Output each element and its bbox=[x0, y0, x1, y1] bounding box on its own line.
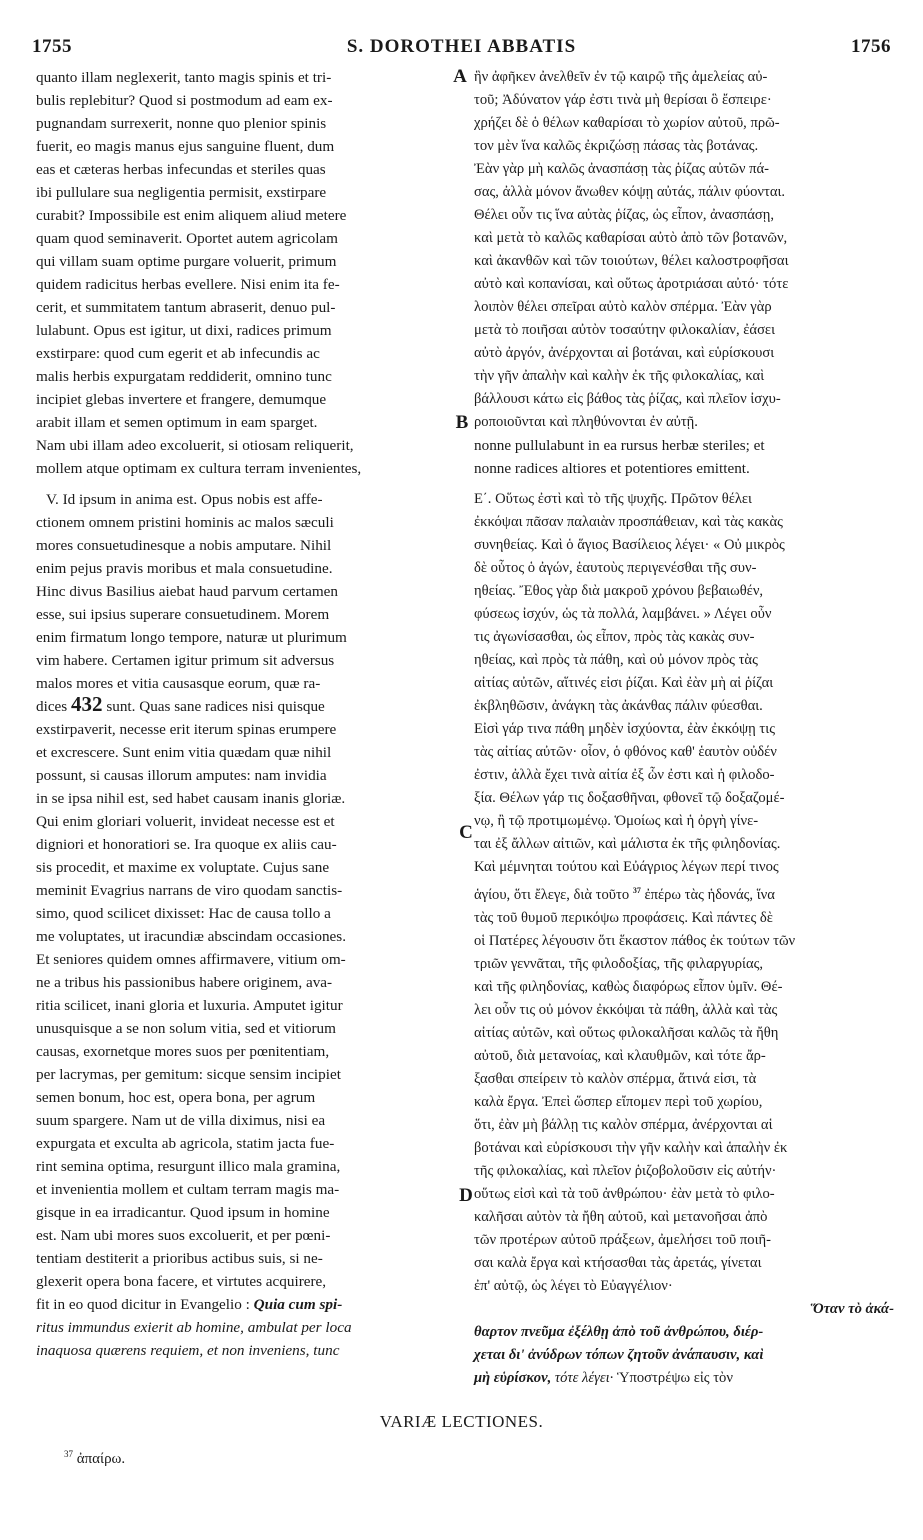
greek-text-line: ἐκβληθῶσιν, ἀνάγκη τὰς ἀκάνθας πάλιν φύεσθαι. bbox=[474, 698, 763, 714]
latin-text-line: unusquisque a se non solum vitia, sed et vitiorum bbox=[36, 1020, 336, 1037]
latin-evangelio-lead: fit in eo quod dicitur in Evangelio : bbox=[36, 1296, 250, 1313]
footnote-reference-37: 37 bbox=[632, 886, 641, 895]
greek-text-line: σας, ἀλλὰ μόνον ἄνωθεν κόψῃ αὐτάς, πάλιν φύονται. bbox=[474, 184, 786, 200]
greek-text-line: ἐκκόψαι πᾶσαν παλαιὰν προσπάθειαν, καὶ τὰς κακὰς bbox=[474, 514, 783, 530]
latin-dices-rest: sunt. Quas sane radices nisi quisque bbox=[106, 698, 325, 715]
latin-section-v-text-2 bbox=[36, 718, 460, 1293]
greek-text-line: τις ἀγωνίσασθαι, ὡς εἶπον, πρὸς τὰς κακὰς συν- bbox=[474, 629, 755, 645]
greek-text-line: ἐστιν, ἀλλὰ ἔχει τινὰ αἰτία ἐξ ὧν ἐστι καὶ ἡ φιλοδο- bbox=[474, 767, 775, 783]
greek-text-line: οὕτως εἰσὶ καὶ τὰ τοῦ ἀνθρώπου· ἐὰν μετὰ τὸ φιλο- bbox=[474, 1185, 775, 1202]
marker-c: C bbox=[459, 822, 473, 843]
running-title: S. DOROTHEI ABBATIS bbox=[346, 36, 577, 57]
greek-text-line: τὰς τοῦ θυμοῦ περικόψω προφάσεις. Καὶ πάντες δὲ bbox=[474, 909, 773, 926]
latin-text-line: Nam ubi illam adeo excoluerit, si otiosam reliquerit, bbox=[36, 437, 354, 454]
marker-b: B bbox=[455, 412, 469, 433]
greek-text-line: ηθείας, καὶ πρὸς τὰ πάθη, καὶ οὐ μόνον πρὸς τὰς bbox=[474, 652, 758, 668]
latin-text-line: sis procedit, et maxime ex voluptate. Cujus sane bbox=[36, 859, 330, 876]
greek-text-line: τον μὲν ἵνα καλῶς ἐκριζώσῃ πάσας τὰς βοτάνας. bbox=[474, 138, 759, 154]
latin-text-line: per lacrymas, per gemitum: sicque sensim incipiet bbox=[36, 1066, 341, 1083]
latin-dices-word: dices bbox=[36, 698, 68, 715]
latin-text-line: lulabunt. Opus est igitur, ut dixi, radices primum bbox=[36, 322, 332, 339]
latin-tail-text-1: nonne pullulabunt in ea rursus herbæ steriles; bbox=[474, 437, 750, 454]
greek-text-line: αὐτὸ ἀργόν, ἀνέρχονται αἱ βοτάναι, καὶ εὑρίσκουσι bbox=[474, 345, 775, 361]
greek-section-e-text bbox=[474, 488, 894, 879]
greek-text-line: ται ἐξ ἄλλων αἰτιῶν, καὶ μάλιστα ἐκ τῆς φιληδονίας. bbox=[474, 836, 781, 852]
latin-text-line: me voluptates, ut iracundiæ abscindam occasiones. bbox=[36, 928, 346, 945]
latin-text-line: semen bonum, hoc est, opera bona, per agrum bbox=[36, 1089, 316, 1106]
latin-text-line: simo, quod scilicet dixisset: Hac de causa tollo a bbox=[36, 905, 331, 922]
greek-quote-1: Ὅταν τὸ ἀκά- bbox=[810, 1300, 894, 1317]
greek-text-line: οἱ Πατέρες λέγουσιν ὅτι ἕκαστον πάθος ἐκ τούτων τῶν bbox=[474, 932, 796, 949]
latin-text-line: digniori et honoratiori se. Ira quoque ex aliis cau- bbox=[36, 836, 337, 853]
greek-text-line: συνηθείας. Καὶ ὁ ἅγιος Βασίλειος λέγει· « Οὐ μικρὸς bbox=[474, 537, 785, 553]
greek-text-line: τοῦ; Ἀδύνατον γάρ ἐστι τινὰ μὴ θερίσαι ὃ ἔσπειρε· bbox=[474, 92, 772, 108]
latin-dices-line bbox=[36, 692, 460, 718]
greek-text-line: τὴν γῆν ἀπαλὴν καὶ καλὴν ἐκ τῆς φιλοκαλίας, καὶ bbox=[474, 368, 765, 384]
latin-text-line: bulis replebitur? Quod si postmodum ad eam ex- bbox=[36, 92, 333, 109]
greek-text-line: ξασθαι σπείρειν τὸ καλὸν σπέρμα, ἅτινά εἰσι, τὰ bbox=[474, 1070, 757, 1087]
greek-text-line: ἐπ' αὐτῷ, ὡς λέγει τὸ Εὐαγγέλιον· bbox=[474, 1277, 673, 1294]
greek-text-line: αἰτίας αὐτῶν, καὶ οὕτως φιλοκαλῆσαι καλῶς τὰ ἤθη bbox=[474, 1024, 779, 1041]
greek-text-line: αὐτὸ καὶ κοπανίσαι, καὶ οὕτως ἀροτριάσαι αὐτό· τότε bbox=[474, 276, 789, 292]
latin-text-line: et invenientia mollem et cultam terram magis ma- bbox=[36, 1181, 340, 1198]
greek-quote-4-italic: μὴ εὑρίσκον, bbox=[474, 1369, 552, 1386]
greek-text-line: σαι καλὰ ἔργα καὶ κτήσασθαι τὰς ἀρετάς, γίνεται bbox=[474, 1254, 762, 1271]
latin-text-line: causas, exornetque mores suos per pœnitentiam, bbox=[36, 1043, 330, 1060]
greek-text-line: καὶ ἀκανθῶν καὶ τῶν τοιούτων, θέλει καλοστροφῆσαι bbox=[474, 253, 789, 269]
latin-text-line: exstirpare: quod cum egerit et ab infecundis ac bbox=[36, 345, 320, 362]
latin-text-line: malis herbis expurgatam reddiderit, omnino tunc bbox=[36, 368, 332, 385]
greek-text-line: ὅτι, ἐὰν μὴ βάλλῃ τις καλὸν σπέρμα, ἀνέρχονται αἱ bbox=[474, 1116, 773, 1133]
latin-text-line: glexerit opera bona facere, et virtutes acquirere, bbox=[36, 1273, 327, 1290]
footnote-number: 37 bbox=[64, 1449, 73, 1459]
greek-text-line: αἰτίας αὐτῶν, αἵτινές εἰσι ῥίζαι. Καὶ ἐὰν μὴ αἱ ῥίζαι bbox=[474, 675, 774, 691]
latin-text-line: quam quod seminaverit. Oportet autem agricolam bbox=[36, 230, 338, 247]
latin-tail-et: et bbox=[753, 437, 765, 454]
greek-quote-line-1 bbox=[474, 1298, 894, 1321]
greek-paragraph-1 bbox=[474, 66, 894, 434]
latin-text-line: in se ipsa nihil est, sed habet causam inanis gloriæ. bbox=[36, 790, 346, 807]
greek-quote-4-end: Ὑποστρέψω εἰς τὸν bbox=[616, 1369, 733, 1386]
greek-fn-line-end: ἐπέρω τὰς ἡδονάς, ἵνα bbox=[644, 886, 775, 903]
latin-text-line: ritia scilicet, inani gloria et luxuria. Amputet igitur bbox=[36, 997, 343, 1014]
greek-text-line: Ε΄. Οὕτως ἐστὶ καὶ τὸ τῆς ψυχῆς. Πρῶτον θέλει bbox=[474, 491, 752, 507]
latin-quote-end: inaquosa quærens requiem, et non inveniens, bbox=[36, 1342, 310, 1359]
latin-text-line: gisque in ea irradicantur. Quod ipsum in homine bbox=[36, 1204, 330, 1221]
latin-text-line: rint semina optima, resurgunt illico mala gramina, bbox=[36, 1158, 341, 1175]
latin-text-line: enim firmatum longo tempore, naturæ ut plurimum bbox=[36, 629, 347, 646]
latin-text-line: suum spargere. Nam ut de villa diximus, nisi ea bbox=[36, 1112, 326, 1129]
marker-d: D bbox=[459, 1185, 473, 1206]
greek-text-line: τῶν προτέρων αὐτοῦ πράξεων, ἀμελήσει τοῦ ποιῆ- bbox=[474, 1231, 771, 1248]
greek-quote-line-2: θαρτον πνεῦμα ἐξέλθῃ ἀπὸ τοῦ ἀνθρώπου, διέρ- bbox=[474, 1323, 764, 1340]
latin-text-line: quidem radicitus herbas evellere. Nisi enim ita fe- bbox=[36, 276, 340, 293]
greek-text-line: λει οὖν τις οὐ μόνον ἐκκόψαι τὰ πάθη, ἀλλὰ καὶ τὰς bbox=[474, 1001, 778, 1018]
greek-text-line: ξία. Θέλων γάρ τις δοξασθῆναι, φθονεῖ τῷ δοξαζομέ- bbox=[474, 790, 785, 806]
latin-text-line: exstirpaverit, necesse erit iterum spinas erumpere bbox=[36, 721, 337, 738]
greek-text-line: Ἐὰν γὰρ μὴ καλῶς ἀνασπάσῃ τὰς ῥίζας αὐτῶν πά- bbox=[474, 161, 770, 177]
latin-text-line: ibi pullulare sua negligentia permisit, exstirpare bbox=[36, 184, 327, 201]
latin-text-line: ne a tribus his passionibus habere originem, ava- bbox=[36, 974, 333, 991]
latin-tail-line-2: nonne radices altiores et potentiores emittent. bbox=[474, 460, 750, 477]
greek-text-line: λοιπὸν θέλει σπεῖραι αὐτὸ καλὸν σπέρμα. Ἐὰν γὰρ bbox=[474, 299, 772, 315]
latin-text-line: enim pejus pravis moribus et mala consuetudine. bbox=[36, 560, 333, 577]
greek-quote-line-4 bbox=[474, 1367, 894, 1390]
greek-text-line: χρήζει δὲ ὁ θέλων καθαρίσαι τὸ χωρίον αὐτοῦ, πρῶ- bbox=[474, 115, 780, 131]
latin-final-line bbox=[36, 1339, 460, 1362]
greek-text-line: Θέλει οὖν τις ἵνα αὐτὰς ῥίζας, ὡς εἶπον, ἀνασπάσῃ, bbox=[474, 207, 775, 223]
greek-text-line: τῆς φιλοκαλίας, καὶ πλεῖον ῥιζοβολοῦσιν εἰς αὐτήν· bbox=[474, 1162, 777, 1179]
latin-tail-line-1 bbox=[474, 434, 894, 457]
latin-text-line: esse, sui ipsius superare consuetudinem. Morem bbox=[36, 606, 330, 623]
latin-text-line: curabit? Impossibile est enim aliquem aliud metere bbox=[36, 207, 347, 224]
latin-text-line: cerit, et summitatem tantum abraserit, denuo pul- bbox=[36, 299, 336, 316]
greek-text-line: Εἰσὶ γάρ τινα πάθη μηδὲν ἰσχύοντα, ἐὰν ἐκκόψῃ τις bbox=[474, 721, 776, 737]
latin-text-line: eas et cæteras herbas infecundas et steriles quas bbox=[36, 161, 326, 178]
greek-text-line: καλὰ ἔργα. Ἐπεὶ ὥσπερ εἴπομεν περὶ τοῦ χωρίου, bbox=[474, 1093, 763, 1110]
latin-text-line: quanto illam neglexerit, tanto magis spinis et tri- bbox=[36, 69, 332, 86]
greek-text-line: βάλλουσι κάτω εἰς βάθος τὰς ῥίζας, καὶ πλεῖον ἰσχυ- bbox=[474, 391, 781, 407]
latin-quote-lines bbox=[36, 1316, 460, 1339]
latin-text-line: mores consuetudinesque a nobis amputare. Nihil bbox=[36, 537, 332, 554]
greek-text-line: αὐτοῦ, διὰ μετανοίας, καὶ κλαυθμῶν, καὶ τότε ἄρ- bbox=[474, 1047, 766, 1064]
footnote-37 bbox=[64, 1449, 125, 1468]
greek-text-line: ἣν ἀφῆκεν ἀνελθεῖν ἐν τῷ καιρῷ τῆς ἀμελείας αὐ- bbox=[474, 69, 768, 85]
column-number-432: 432 bbox=[71, 692, 103, 716]
latin-quote-line: ritus immundus exierit ab homine, ambulat per loca bbox=[36, 1319, 352, 1336]
latin-quote-start: Quia cum spi- bbox=[253, 1296, 343, 1313]
greek-fn-line-start: ἁγίου, ὅτι ἔλεγε, διὰ τοῦτο bbox=[474, 886, 630, 903]
greek-text-line: δὲ οὗτος ὁ ἀγών, ἑαυτοὺς περιγενέσθαι τῆς συν- bbox=[474, 560, 757, 576]
greek-text-line: τριῶν γεννᾶται, τῆς φιλοδοξίας, τῆς φιλαργυρίας, bbox=[474, 955, 764, 972]
greek-text-line: ηθείας. Ἔθος γὰρ διὰ μακροῦ χρόνου βεβαιωθέν, bbox=[474, 583, 764, 599]
latin-text-line: et excrescere. Sunt enim vitia quædam quæ nihil bbox=[36, 744, 332, 761]
latin-text-line: qui villam suam optime purgare voluerit, primum bbox=[36, 253, 337, 270]
latin-last-line-1 bbox=[36, 1293, 460, 1316]
greek-footnote-line bbox=[474, 879, 894, 907]
latin-column bbox=[36, 66, 460, 1362]
latin-text-line: mollem atque optimam ex cultura terram invenientes, bbox=[36, 460, 362, 477]
latin-text-line: possunt, si causas illorum amputes: nam invidia bbox=[36, 767, 327, 784]
greek-column bbox=[474, 66, 894, 1390]
latin-text-line: incipiet glebas invertere et frangere, demumque bbox=[36, 391, 327, 408]
latin-tunc: tunc bbox=[313, 1342, 340, 1359]
latin-section-v-first-line: V. Id ipsum in anima est. Opus nobis est affe- bbox=[46, 491, 323, 508]
latin-text-line: vim habere. Certamen igitur primum sit adversus bbox=[36, 652, 335, 669]
greek-text-line: τὰς αἰτίας αὐτῶν· οἷον, ὁ φθόνος καθ' ἑαυτὸν οὐδέν bbox=[474, 744, 777, 760]
latin-section-v-text bbox=[36, 511, 460, 695]
page-header bbox=[30, 36, 893, 64]
greek-quote-4-mid: τότε λέγει· bbox=[554, 1369, 614, 1386]
greek-text-line: νῳ, ἢ τῷ προτιμωμένῳ. Ὁμοίως καὶ ἡ ὀργὴ γίνε- bbox=[474, 813, 759, 829]
greek-text-line: μετὰ τὸ ποιῆσαι αὐτὸν τοσαύτην φιλοκαλίαν, ἐάσει bbox=[474, 322, 775, 338]
marker-a: A bbox=[453, 66, 467, 87]
greek-text-line: καλῆσαι αὐτὸν τὰ ἤθη αὐτοῦ, καὶ μετανοῆσαι ἀπὸ bbox=[474, 1208, 768, 1225]
greek-section-e-text-2 bbox=[474, 907, 894, 1298]
page-number-right: 1756 bbox=[851, 36, 891, 57]
latin-text-line: est. Nam ubi mores suos excoluerit, et per pœni- bbox=[36, 1227, 331, 1244]
latin-text-line: meminit Evagrius narrans de viro quodam sanctis- bbox=[36, 882, 343, 899]
greek-quote-line-3: χεται δι' ἀνύδρων τόπων ζητοῦν ἀνάπαυσιν, καὶ bbox=[474, 1346, 764, 1363]
latin-text-line: pugnandam surrexerit, nonne quo plenior spinis bbox=[36, 115, 327, 132]
greek-text-line: ροποιοῦνται καὶ πληθύνονται ἐν αὐτῇ. bbox=[474, 414, 698, 430]
footnote-text: ἀπαίρω. bbox=[76, 1451, 126, 1467]
greek-text-line: καὶ μετὰ τὸ καλῶς καθαρίσαι αὐτὸ ἀπὸ τῶν βοτανῶν, bbox=[474, 230, 788, 246]
latin-text-line: Qui enim gloriari voluerit, invideat necesse est et bbox=[36, 813, 335, 830]
latin-text-line: ctionem omnem pristini hominis ac malos sæculi bbox=[36, 514, 334, 531]
page-number-left: 1755 bbox=[32, 36, 72, 57]
greek-text-line: Καὶ μέμνηται τούτου καὶ Εὐάγριος λέγων περί τινος bbox=[474, 859, 779, 875]
latin-text-line: malos mores et vitia causasque eorum, quæ ra- bbox=[36, 675, 321, 692]
latin-paragraph-1 bbox=[36, 66, 460, 480]
latin-text-line: fuerit, eo magis manus ejus sanguine fluent, dum bbox=[36, 138, 335, 155]
variae-lectiones-title: VARIÆ LECTIONES. bbox=[379, 1412, 544, 1431]
greek-text-line: βοτάναι καὶ εὑρίσκουσι τὴν γῆν καλὴν καὶ ἁπαλὴν ἐκ bbox=[474, 1139, 788, 1156]
greek-text-line: φύσεως ἰσχύν, ὡς τὰ πολλά, λαμβάνει. » Λέγει οὖν bbox=[474, 606, 772, 622]
latin-text-line: Et seniores quidem omnes affirmavere, vitium om- bbox=[36, 951, 346, 968]
latin-text-line: Hinc divus Basilius aiebat haud parvum certamen bbox=[36, 583, 338, 600]
latin-text-line: expurgata et exculta ab agricola, statim jacta fue- bbox=[36, 1135, 335, 1152]
latin-text-line: arabit illam et semen optimum in eam sparget. bbox=[36, 414, 318, 431]
greek-text-line: καὶ τῆς φιληδονίας, καθὼς διαφόρως εἶπον ὑμῖν. Θέ- bbox=[474, 978, 783, 995]
latin-text-line: tentiam destiterit a prioribus actibus suis, si ne- bbox=[36, 1250, 323, 1267]
